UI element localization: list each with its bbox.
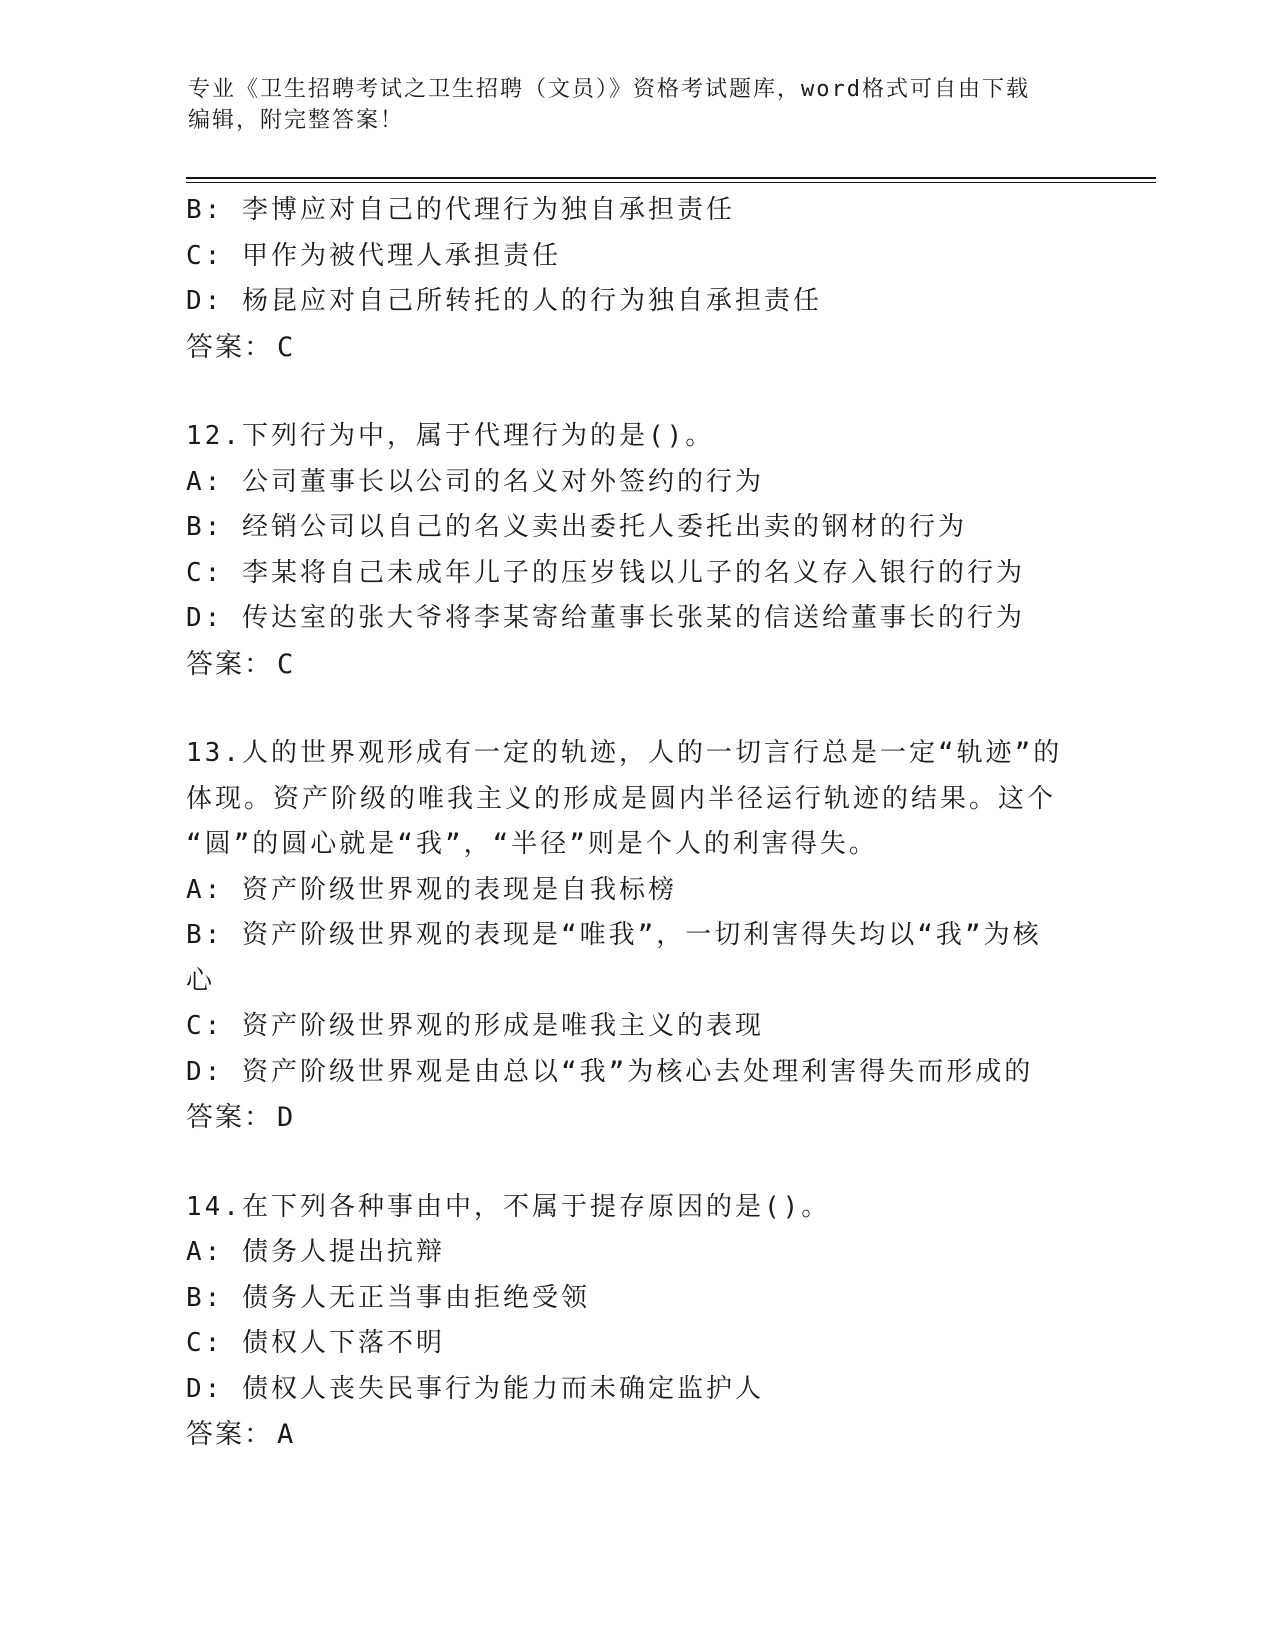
q12-option-d: D: 传达室的张大爷将李某寄给董事长张某的信送给董事长的行为 — [186, 603, 1025, 633]
q12-option-a: A: 公司董事长以公司的名义对外签约的行为 — [186, 466, 764, 497]
answer-label: 答案： — [186, 1102, 273, 1133]
header-divider-thick — [186, 177, 1156, 179]
q13-option-c: C: 资产阶级世界观的形成是唯我主义的表现 — [186, 1011, 764, 1041]
question-13 — [186, 731, 1076, 1141]
q13-option-a: A: 资产阶级世界观的表现是自我标榜 — [186, 874, 677, 905]
answer-value: D — [277, 1102, 296, 1133]
q12-option-c: C: 李某将自己未成年儿子的压岁钱以儿子的名义存入银行的行为 — [186, 557, 1025, 588]
q14-answer — [186, 1412, 1076, 1458]
q14-stem: 14.在下列各种事由中，不属于提存原因的是()。 — [186, 1191, 831, 1222]
q14-option-a: A: 债务人提出抗辩 — [186, 1237, 445, 1267]
q11-option-d: D: 杨昆应对自己所转托的人的行为独自承担责任 — [186, 286, 822, 316]
answer-value: C — [277, 331, 296, 363]
q13-stem-line-1: 13.人的世界观形成有一定的轨迹，人的一切言行总是一定“轨迹”的 — [186, 738, 1063, 768]
q13-answer — [186, 1095, 1076, 1141]
q13-option-b-line-2: 心 — [186, 965, 216, 996]
q13-stem-line-2: 体现。资产阶级的唯我主义的形成是圆内半径运行轨迹的结果。这个 — [186, 783, 1057, 814]
q12-option-b: B: 经销公司以自己的名义卖出委托人委托出卖的钢材的行为 — [186, 512, 967, 542]
header-line-2: 编辑，附完整答案！ — [188, 108, 405, 133]
answer-value: A — [277, 1419, 296, 1450]
q11-answer — [186, 325, 1076, 371]
answer-label: 答案： — [186, 648, 273, 680]
answer-label: 答案： — [186, 331, 273, 363]
q11-option-b: B: 李博应对自己的代理行为独自承担责任 — [186, 195, 735, 225]
question-11-tail — [186, 188, 1076, 370]
answer-label: 答案： — [186, 1419, 273, 1450]
question-14 — [186, 1185, 1076, 1458]
q14-option-b: B: 债务人无正当事由拒绝受领 — [186, 1282, 590, 1313]
q12-answer — [186, 642, 1076, 688]
q12-stem: 12.下列行为中，属于代理行为的是()。 — [186, 421, 715, 451]
question-12 — [186, 414, 1076, 687]
q14-option-d: D: 债权人丧失民事行为能力而未确定监护人 — [186, 1373, 764, 1404]
q13-option-d: D: 资产阶级世界观是由总以“我”为核心去处理利害得失而形成的 — [186, 1056, 1034, 1087]
q13-option-b-line-1: B: 资产阶级世界观的表现是“唯我”，一切利害得失均以“我”为核 — [186, 920, 1042, 950]
q13-stem-line-3: “圆”的圆心就是“我”，“半径”则是个人的利害得失。 — [186, 829, 878, 859]
q11-option-c: C: 甲作为被代理人承担责任 — [186, 240, 561, 271]
header-divider-thin — [186, 182, 1156, 183]
answer-value: C — [277, 648, 296, 680]
q14-option-c: C: 债权人下落不明 — [186, 1328, 445, 1358]
header-line-1: 专业《卫生招聘考试之卫生招聘（文员）》资格考试题库，word格式可自由下载 — [188, 77, 1030, 102]
question-list — [186, 188, 1076, 1458]
document-header — [188, 74, 1088, 136]
